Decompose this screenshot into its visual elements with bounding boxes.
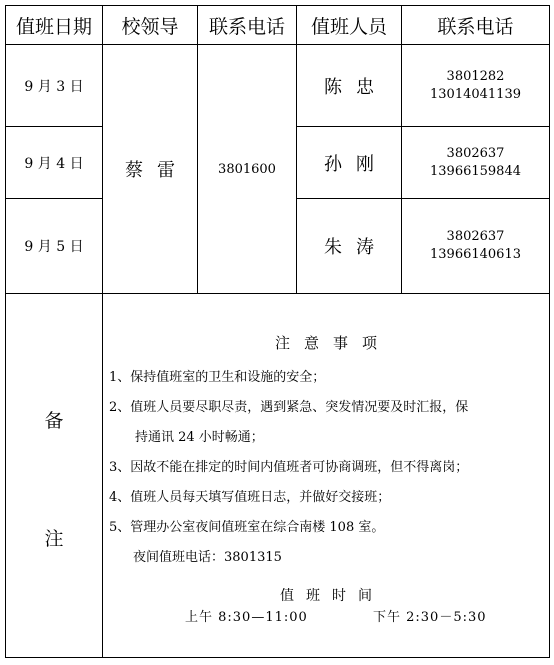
staff-mobile-phone: 13966140613 (430, 247, 521, 262)
staff-office-phone: 3802637 (446, 145, 505, 161)
remarks-label-cell (6, 294, 103, 658)
staff-name: 陈忠 (297, 45, 402, 127)
staff-name: 朱涛 (297, 199, 402, 294)
note-item-3: 3、因故不能在排定的时间内值班者可协商调班，但不得离岗； (109, 460, 469, 475)
header-leader-phone: 联系电话 (198, 6, 297, 45)
staff-mobile-phone: 13966159844 (430, 163, 521, 179)
staff-phone-cell (402, 45, 550, 127)
remarks-row (6, 294, 550, 658)
morning-hours: 上午 8:30—11:00 (185, 610, 308, 625)
leader-phone: 3801600 (198, 45, 297, 294)
remarks-content (103, 294, 550, 658)
header-row (6, 6, 550, 45)
duty-hours (103, 605, 549, 631)
staff-phone-cell (402, 199, 550, 294)
notes-title: 注意事项 (274, 334, 391, 352)
remarks-label-char-1: 备 (44, 410, 64, 432)
header-staff-phone: 联系电话 (402, 6, 550, 45)
note-item-4: 4、值班人员每天填写值班日志，并做好交接班； (109, 490, 391, 505)
duty-schedule-sheet (5, 5, 549, 660)
staff-office-phone: 3801282 (446, 68, 505, 84)
duty-table (5, 5, 550, 658)
duty-date: 9 月 3 日 (6, 45, 103, 127)
staff-office-phone: 3802637 (446, 229, 505, 244)
header-leader: 校领导 (103, 6, 198, 45)
duty-hours-title: 值班时间 (280, 588, 384, 604)
header-staff: 值班人员 (297, 6, 402, 45)
note-item-2-continued: 持通讯 24 小时畅通； (135, 430, 264, 445)
duty-date: 9 月 4 日 (6, 127, 103, 199)
night-duty-phone: 夜间值班电话：3801315 (133, 550, 282, 565)
staff-name: 孙刚 (297, 127, 402, 199)
note-item-5: 5、管理办公室夜间值班室在综合南楼 108 室。 (109, 520, 385, 535)
table-row (6, 45, 550, 127)
note-item-2: 2、值班人员要尽职尽责，遇到紧急、突发情况要及时汇报，保 (109, 400, 469, 415)
duty-date: 9 月 5 日 (6, 199, 103, 294)
note-item-1: 1、保持值班室的卫生和设施的安全； (109, 370, 326, 385)
remarks-label-char-2: 注 (44, 528, 64, 550)
leader-name: 蔡雷 (103, 45, 198, 294)
staff-mobile-phone: 13014041139 (430, 86, 521, 102)
header-date: 值班日期 (6, 6, 103, 45)
staff-phone-cell (402, 127, 550, 199)
afternoon-hours: 下午 2:30－5:30 (373, 610, 487, 625)
